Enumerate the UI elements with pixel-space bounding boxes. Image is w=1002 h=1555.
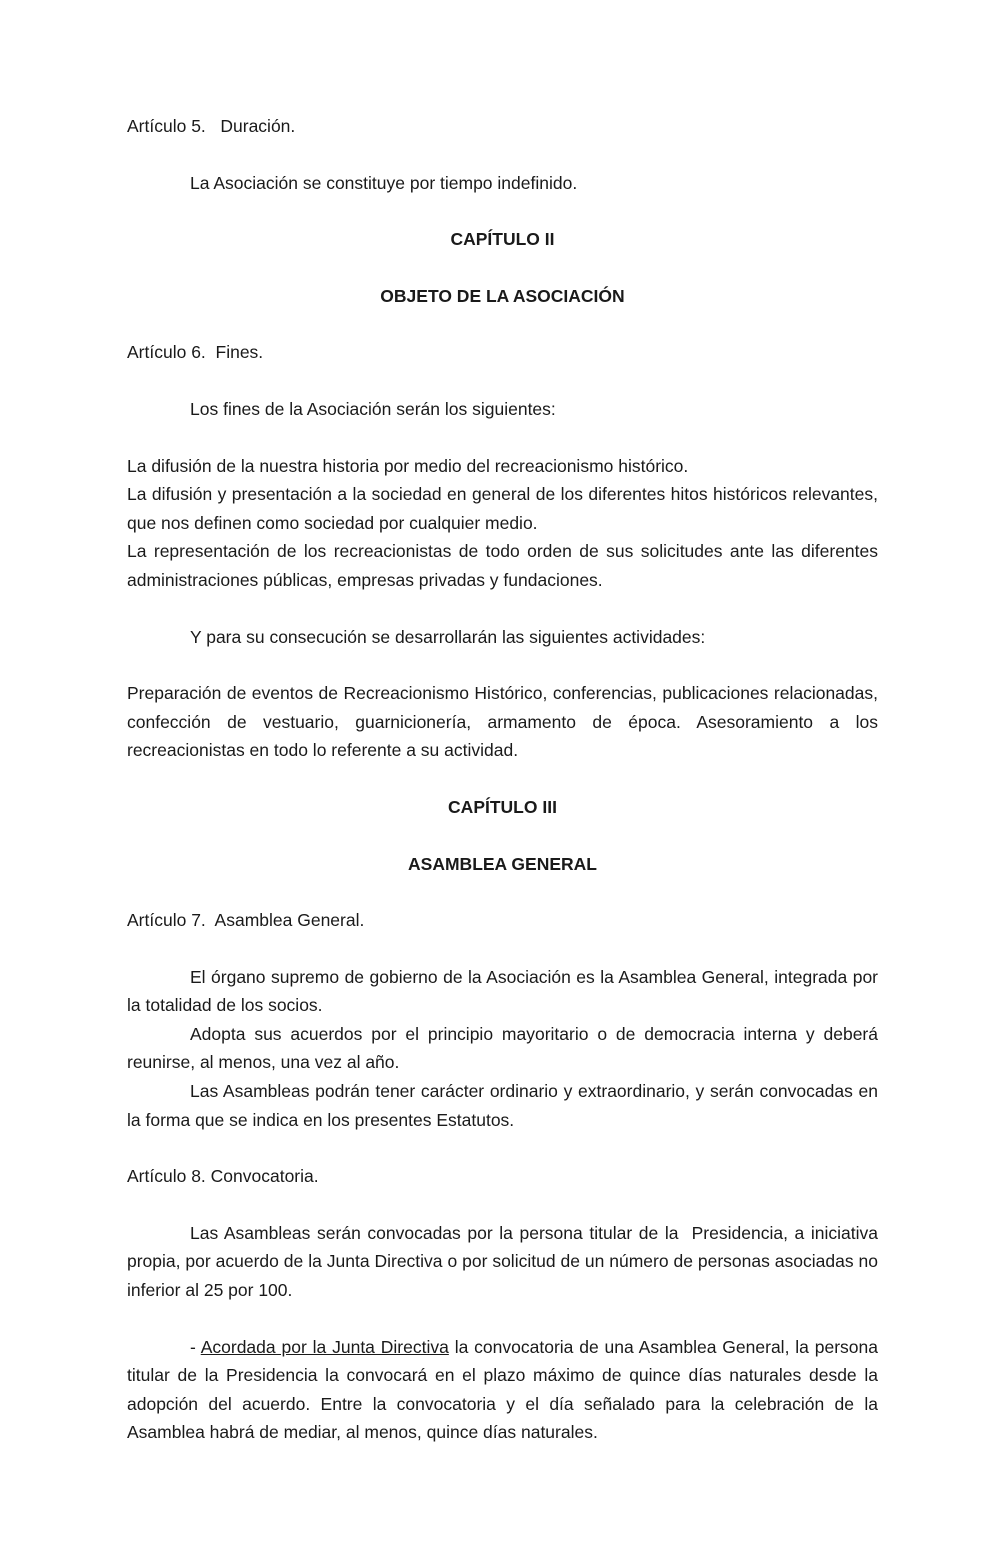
dash-prefix: - xyxy=(190,1336,201,1357)
article-7-heading: Artículo 7. Asamblea General. xyxy=(127,910,365,931)
paragraph-continuation: la convocatoria de una Asamblea General, la persona titular de la Presidencia la convocará en el plazo máximo de quince días naturales desde la adopción del acuerdo. Entre la convocatoria y el día señalado para la celebración de la Asamblea habrá de mediar, al menos, quince días naturales. xyxy=(127,1336,883,1443)
activities-body: Preparación de eventos de Recreacionismo Histórico, conferencias, publicaciones relacionadas, confección de vestuario, guarnicionería, armamento de época. Asesoramiento a los recreacionistas en todo lo referente a su actividad. xyxy=(127,683,883,761)
purpose-item-1: La difusión de la nuestra historia por medio del recreacionismo histórico. xyxy=(127,455,689,476)
activities-intro: Y para su consecución se desarrollarán las siguientes actividades: xyxy=(190,626,706,647)
chapter-3-subheading: ASAMBLEA GENERAL xyxy=(408,853,597,874)
purpose-item-3: La representación de los recreacionistas de todo orden de sus solicitudes ante las diferentes administraciones públicas, empresas privadas y fundaciones. xyxy=(127,541,883,590)
article-5-body: La Asociación se constituye por tiempo indefinido. xyxy=(190,172,578,193)
purpose-item-2: La difusión y presentación a la sociedad en general de los diferentes hitos históricos relevantes, que nos definen como sociedad por cualquier medio. xyxy=(127,484,883,533)
article-5-heading: Artículo 5. Duración. xyxy=(127,116,296,136)
article-8-paragraph-1: Las Asambleas serán convocadas por la persona titular de la Presidencia, a iniciativa propia, por acuerdo de la Junta Directiva o por solicitud de un número de personas asociadas no inferior al 25 por 100. xyxy=(127,1222,883,1301)
chapter-2-heading: CAPÍTULO II xyxy=(450,229,555,250)
article-6-heading: Artículo 6. Fines. xyxy=(127,342,264,363)
article-6-intro: Los fines de la Asociación serán los siguientes: xyxy=(190,398,556,419)
article-8-paragraph-2 xyxy=(127,1333,883,1447)
underlined-phrase: Acordada por la Junta Directiva xyxy=(200,1336,449,1357)
chapter-2-subheading: OBJETO DE LA ASOCIACIÓN xyxy=(380,285,625,306)
article-7-paragraph-1: El órgano supremo de gobierno de la Asociación es la Asamblea General, integrada por la totalidad de los socios. xyxy=(127,966,883,1016)
article-8-heading: Artículo 8. Convocatoria. xyxy=(127,1166,319,1187)
article-7-paragraph-2: Adopta sus acuerdos por el principio mayoritario o de democracia interna y deberá reunirse, al menos, una vez al año. xyxy=(127,1023,883,1073)
chapter-3-heading: CAPÍTULO III xyxy=(448,796,557,817)
article-7-paragraph-3: Las Asambleas podrán tener carácter ordinario y extraordinario, y serán convocadas en la forma que se indica en los presentes Estatutos. xyxy=(127,1081,883,1130)
